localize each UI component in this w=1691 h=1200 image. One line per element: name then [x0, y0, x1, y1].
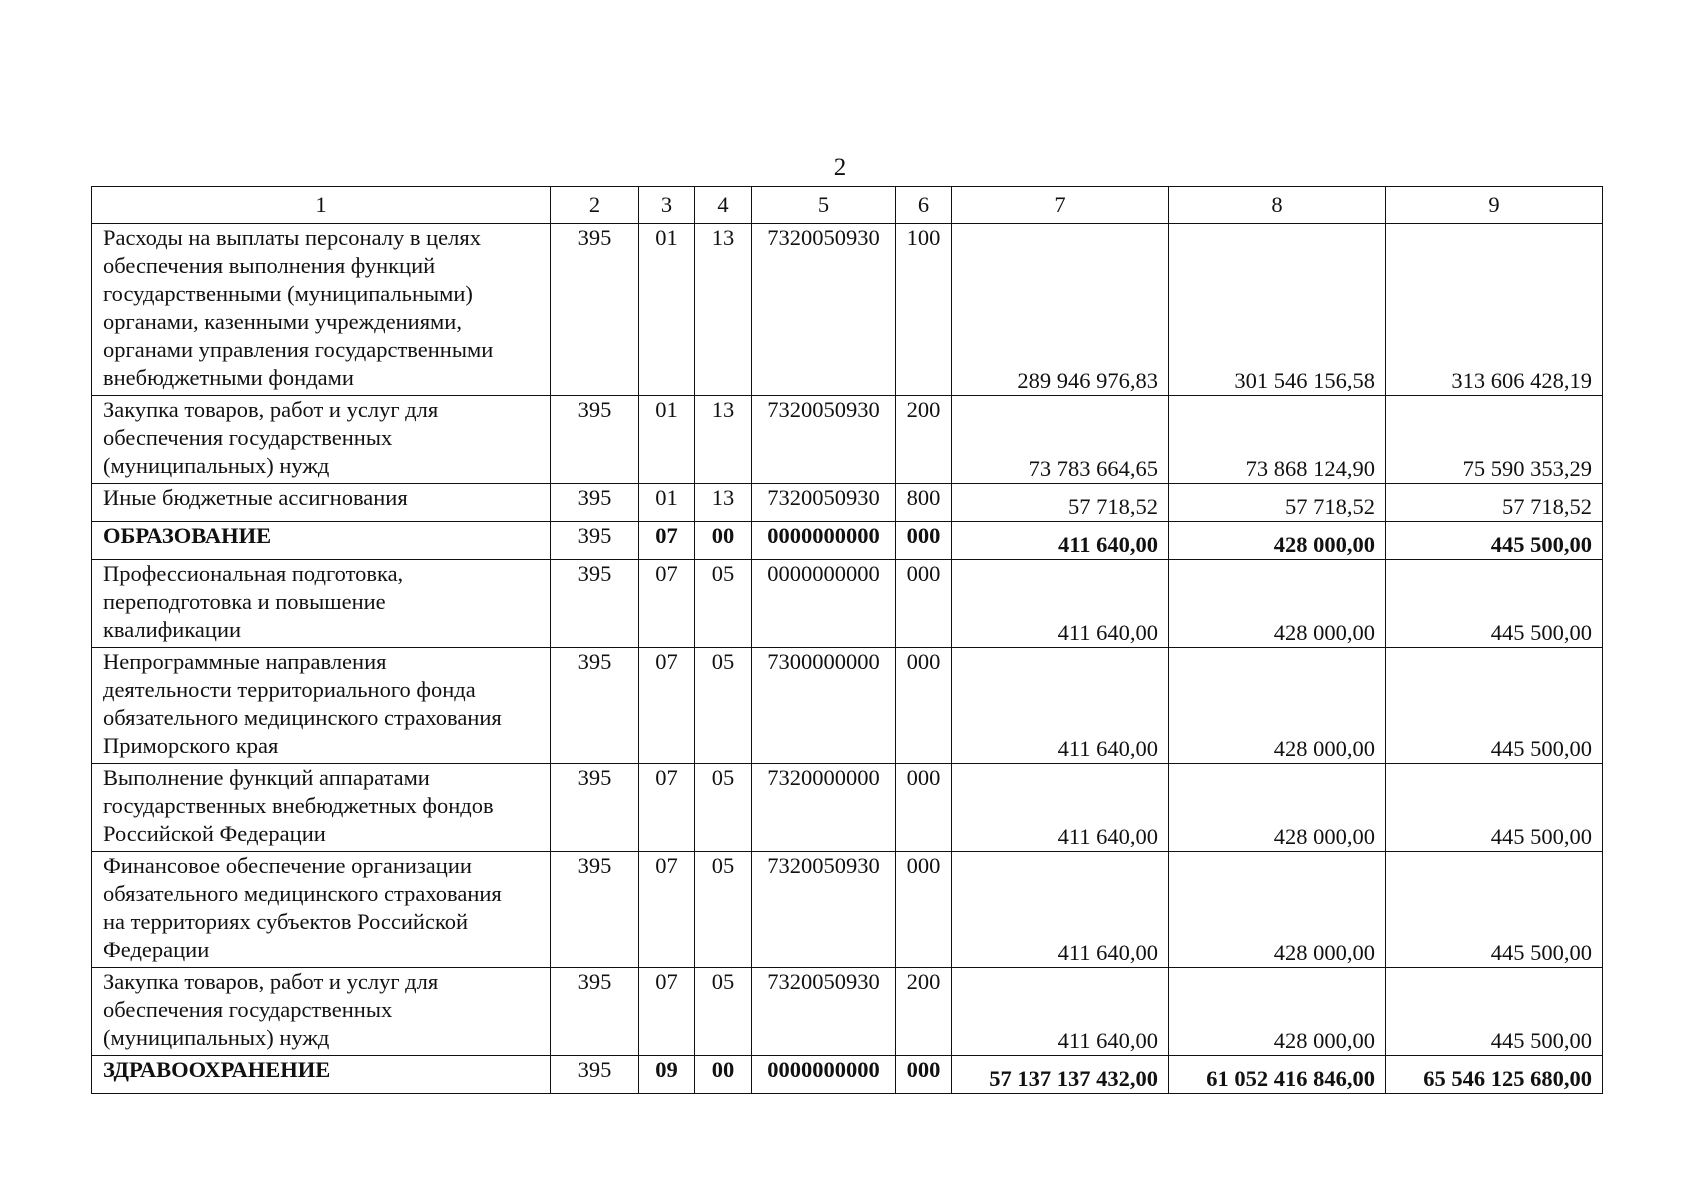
row-name-cell: [92, 224, 551, 396]
expense-type-cell: 000: [896, 852, 952, 968]
subsection-code-cell: 13: [695, 224, 752, 396]
row-name-line: государственными (муниципальными): [103, 281, 473, 306]
section-code-cell: 07: [639, 648, 695, 764]
section-code-cell: 07: [639, 764, 695, 852]
section-code-cell: 01: [639, 224, 695, 396]
subsection-code-cell: 00: [695, 1056, 752, 1094]
admin-code-cell: 395: [551, 396, 639, 484]
row-name-line: Закупка товаров, работ и услуг для: [103, 969, 439, 994]
budget-table: [91, 186, 1603, 1094]
row-name-cell: [92, 522, 551, 560]
subsection-code-cell: 13: [695, 396, 752, 484]
row-name-line: органами, казенными учреждениями,: [103, 309, 462, 334]
admin-code-cell: 395: [551, 648, 639, 764]
subsection-code-cell: 05: [695, 764, 752, 852]
amount-col-7: 411 640,00: [952, 968, 1169, 1056]
amount-col-8: 428 000,00: [1169, 764, 1386, 852]
section-code-cell: 07: [639, 968, 695, 1056]
row-name-line: ЗДРАВООХРАНЕНИЕ: [103, 1057, 331, 1082]
row-name-line: Непрограммные направления: [103, 649, 387, 674]
amount-col-8: 301 546 156,58: [1169, 224, 1386, 396]
amount-col-7: 57 718,52: [952, 484, 1169, 522]
expense-type-cell: 800: [896, 484, 952, 522]
row-name-line: обеспечения государственных: [103, 425, 393, 450]
subsection-code-cell: 05: [695, 560, 752, 648]
row-name-line: органами управления государственными: [103, 337, 494, 362]
amount-col-9: 445 500,00: [1386, 522, 1603, 560]
amount-col-7: 411 640,00: [952, 560, 1169, 648]
target-article-cell: 7320050930: [752, 224, 896, 396]
amount-col-8: 73 868 124,90: [1169, 396, 1386, 484]
target-article-cell: 0000000000: [752, 560, 896, 648]
amount-col-7: 411 640,00: [952, 764, 1169, 852]
subsection-code-cell: 13: [695, 484, 752, 522]
amount-col-9: 445 500,00: [1386, 968, 1603, 1056]
row-name-cell: [92, 484, 551, 522]
amount-col-9: 445 500,00: [1386, 764, 1603, 852]
column-header-2: 2: [551, 187, 639, 224]
row-name-line: (муниципальных) нужд: [103, 453, 330, 478]
row-name-cell: [92, 852, 551, 968]
table-row: [92, 764, 1603, 852]
amount-col-8: 428 000,00: [1169, 968, 1386, 1056]
admin-code-cell: 395: [551, 484, 639, 522]
amount-col-9: 57 718,52: [1386, 484, 1603, 522]
amount-col-7: 57 137 137 432,00: [952, 1056, 1169, 1094]
subsection-code-cell: 00: [695, 522, 752, 560]
amount-col-8: 428 000,00: [1169, 648, 1386, 764]
section-code-cell: 07: [639, 522, 695, 560]
amount-col-9: 445 500,00: [1386, 560, 1603, 648]
row-name-line: Приморского края: [103, 733, 279, 758]
subsection-code-cell: 05: [695, 648, 752, 764]
admin-code-cell: 395: [551, 1056, 639, 1094]
table-row: [92, 560, 1603, 648]
section-code-cell: 07: [639, 852, 695, 968]
section-total-row: [92, 1056, 1603, 1094]
admin-code-cell: 395: [551, 224, 639, 396]
amount-col-9: 75 590 353,29: [1386, 396, 1603, 484]
expense-type-cell: 200: [896, 396, 952, 484]
section-code-cell: 01: [639, 396, 695, 484]
row-name-line: Профессиональная подготовка,: [103, 561, 404, 586]
amount-col-8: 57 718,52: [1169, 484, 1386, 522]
admin-code-cell: 395: [551, 560, 639, 648]
amount-col-8: 428 000,00: [1169, 560, 1386, 648]
row-name-line: ОБРАЗОВАНИЕ: [103, 523, 272, 548]
subsection-code-cell: 05: [695, 968, 752, 1056]
section-code-cell: 07: [639, 560, 695, 648]
page-number: 2: [833, 154, 847, 181]
column-header-4: 4: [695, 187, 752, 224]
row-name-line: обязательного медицинского страхования: [103, 881, 502, 906]
row-name-cell: [92, 648, 551, 764]
expense-type-cell: 000: [896, 522, 952, 560]
row-name-cell: [92, 396, 551, 484]
target-article-cell: 7320050930: [752, 484, 896, 522]
target-article-cell: 7300000000: [752, 648, 896, 764]
row-name-line: Расходы на выплаты персоналу в целях: [103, 225, 481, 250]
admin-code-cell: 395: [551, 764, 639, 852]
row-name-cell: [92, 968, 551, 1056]
column-number-row: [92, 187, 1603, 224]
expense-type-cell: 100: [896, 224, 952, 396]
amount-col-7: 289 946 976,83: [952, 224, 1169, 396]
row-name-line: Выполнение функций аппаратами: [103, 765, 430, 790]
row-name-line: Российской Федерации: [103, 821, 326, 846]
amount-col-7: 73 783 664,65: [952, 396, 1169, 484]
row-name-line: внебюджетными фондами: [103, 365, 354, 390]
row-name-line: Закупка товаров, работ и услуг для: [103, 397, 439, 422]
amount-col-8: 61 052 416 846,00: [1169, 1056, 1386, 1094]
row-name-line: обеспечения выполнения функций: [103, 253, 436, 278]
expense-type-cell: 200: [896, 968, 952, 1056]
row-name-line: квалификации: [103, 617, 242, 642]
table-row: [92, 968, 1603, 1056]
target-article-cell: 0000000000: [752, 1056, 896, 1094]
section-total-row: [92, 522, 1603, 560]
table-row: [92, 852, 1603, 968]
target-article-cell: 0000000000: [752, 522, 896, 560]
amount-col-7: 411 640,00: [952, 852, 1169, 968]
amount-col-7: 411 640,00: [952, 648, 1169, 764]
row-name-line: Федерации: [103, 937, 210, 962]
section-code-cell: 09: [639, 1056, 695, 1094]
expense-type-cell: 000: [896, 1056, 952, 1094]
column-header-9: 9: [1386, 187, 1603, 224]
row-name-cell: [92, 764, 551, 852]
row-name-line: Финансовое обеспечение организации: [103, 853, 472, 878]
amount-col-7: 411 640,00: [952, 522, 1169, 560]
amount-col-9: 65 546 125 680,00: [1386, 1056, 1603, 1094]
expense-type-cell: 000: [896, 648, 952, 764]
column-header-1: 1: [92, 187, 551, 224]
amount-col-9: 445 500,00: [1386, 852, 1603, 968]
row-name-cell: [92, 1056, 551, 1094]
row-name-line: переподготовка и повышение: [103, 589, 386, 614]
table-row: [92, 396, 1603, 484]
row-name-cell: [92, 560, 551, 648]
column-header-7: 7: [952, 187, 1169, 224]
column-header-3: 3: [639, 187, 695, 224]
amount-col-8: 428 000,00: [1169, 522, 1386, 560]
target-article-cell: 7320050930: [752, 968, 896, 1056]
admin-code-cell: 395: [551, 968, 639, 1056]
subsection-code-cell: 05: [695, 852, 752, 968]
row-name-line: деятельности территориального фонда: [103, 677, 476, 702]
admin-code-cell: 395: [551, 852, 639, 968]
amount-col-9: 313 606 428,19: [1386, 224, 1603, 396]
table-row: [92, 484, 1603, 522]
table-row: [92, 224, 1603, 396]
row-name-line: обеспечения государственных: [103, 997, 393, 1022]
column-header-8: 8: [1169, 187, 1386, 224]
row-name-line: (муниципальных) нужд: [103, 1025, 330, 1050]
table-row: [92, 648, 1603, 764]
admin-code-cell: 395: [551, 522, 639, 560]
expense-type-cell: 000: [896, 560, 952, 648]
amount-col-8: 428 000,00: [1169, 852, 1386, 968]
column-header-6: 6: [896, 187, 952, 224]
target-article-cell: 7320050930: [752, 396, 896, 484]
row-name-line: государственных внебюджетных фондов: [103, 793, 494, 818]
expense-type-cell: 000: [896, 764, 952, 852]
target-article-cell: 7320000000: [752, 764, 896, 852]
row-name-line: на территориях субъектов Российской: [103, 909, 469, 934]
row-name-line: Иные бюджетные ассигнования: [103, 485, 408, 510]
column-header-5: 5: [752, 187, 896, 224]
row-name-line: обязательного медицинского страхования: [103, 705, 502, 730]
target-article-cell: 7320050930: [752, 852, 896, 968]
amount-col-9: 445 500,00: [1386, 648, 1603, 764]
section-code-cell: 01: [639, 484, 695, 522]
